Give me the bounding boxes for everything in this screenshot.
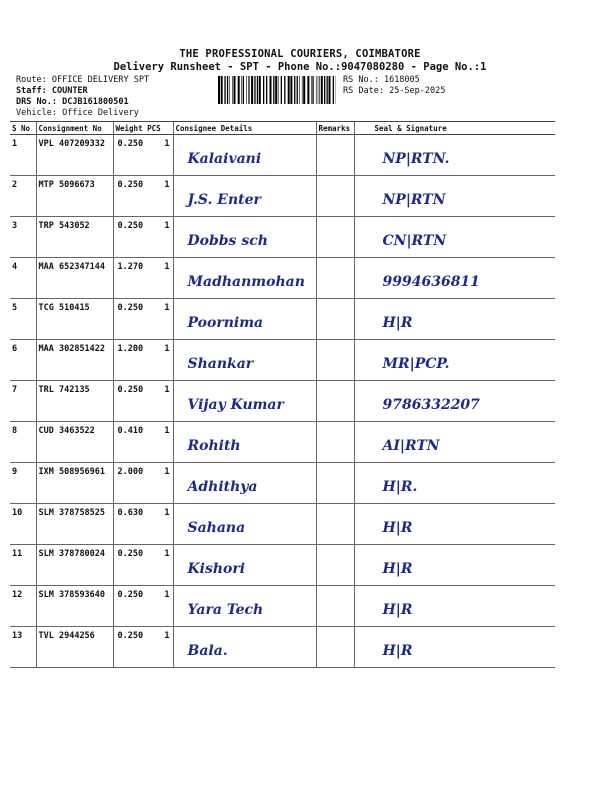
cell-sno: 10 [10,504,36,545]
rs-no-label: RS No.: [343,75,379,85]
cell-remarks [316,504,354,545]
cell-consignee [173,586,316,627]
consignee-handwriting: Shankar [187,356,254,372]
rs-no-line [343,75,420,86]
cell-sno: 1 [10,135,36,176]
consignee-handwriting: Kalaivani [187,151,262,167]
cell-consignee [173,258,316,299]
rs-date-value: 25-Sep-2025 [389,86,446,96]
cell-consignment: IXM 508956961 [36,463,113,504]
cell-consignment: CUD 3463522 [36,422,113,463]
runsheet-table [10,121,555,668]
cell-pcs: 1 [164,262,170,272]
cell-weight: 0.630 [117,508,144,518]
signature-handwriting: AI|RTN [382,438,440,454]
cell-pcs: 1 [164,385,170,395]
cell-consignee [173,504,316,545]
signature-handwriting: CN|RTN [382,233,447,249]
cell-pcs: 1 [164,549,170,559]
vehicle-label: Vehicle: [16,108,57,118]
cell-signature [354,217,555,258]
cell-weight: 0.250 [117,631,144,641]
table-row [10,627,555,668]
cell-consignee [173,545,316,586]
cell-remarks [316,135,354,176]
cell-weight-pcs [113,586,173,627]
cell-consignment: TVL 2944256 [36,627,113,668]
cell-signature [354,586,555,627]
cell-weight-pcs [113,627,173,668]
cell-signature [354,545,555,586]
table-row [10,299,555,340]
cell-sno: 3 [10,217,36,258]
cell-sno: 2 [10,176,36,217]
cell-pcs: 1 [164,303,170,313]
signature-handwriting: 9786332207 [382,397,480,413]
cell-consignment: TRL 742135 [36,381,113,422]
table-row [10,217,555,258]
cell-remarks [316,422,354,463]
cell-remarks [316,627,354,668]
header-remarks: Remarks [316,122,354,135]
consignee-handwriting: Sahana [187,520,246,536]
cell-weight-pcs [113,463,173,504]
header-sno: S No [10,122,36,135]
vehicle-value: Office Delivery [62,108,139,118]
signature-handwriting: H|R [382,602,413,618]
cell-weight-pcs [113,504,173,545]
cell-consignee [173,217,316,258]
cell-weight-pcs [113,340,173,381]
cell-remarks [316,299,354,340]
consignee-handwriting: J.S. Enter [187,192,261,208]
table-row [10,422,555,463]
runsheet-subtitle: Delivery Runsheet - SPT - Phone No.:9047080280 - Page No.:1 [113,61,487,73]
consignee-handwriting: Yara Tech [187,602,264,618]
cell-weight-pcs [113,176,173,217]
cell-signature [354,299,555,340]
cell-sno: 11 [10,545,36,586]
cell-sno: 6 [10,340,36,381]
cell-weight: 0.250 [117,590,144,600]
header-consignment: Consignment No [36,122,113,135]
cell-signature [354,135,555,176]
signature-handwriting: NP|RTN. [382,151,450,167]
consignee-handwriting: Adhithya [187,479,258,495]
drs-value: DCJB161800501 [62,97,129,107]
consignee-handwriting: Poornima [187,315,264,331]
cell-weight: 0.410 [117,426,144,436]
cell-signature [354,422,555,463]
signature-handwriting: 9994636811 [382,274,480,290]
cell-pcs: 1 [164,590,170,600]
cell-weight: 0.250 [117,180,144,190]
cell-consignment: MAA 302851422 [36,340,113,381]
cell-consignment: TRP 543052 [36,217,113,258]
cell-sno: 7 [10,381,36,422]
header-weight-pcs: Weight PCS [113,122,173,135]
vehicle-line [16,108,139,119]
cell-weight: 2.000 [117,467,144,477]
signature-handwriting: NP|RTN [382,192,446,208]
staff-value: COUNTER [51,86,88,96]
consignee-handwriting: Kishori [187,561,246,577]
cell-pcs: 1 [164,221,170,231]
signature-handwriting: H|R [382,520,413,536]
table-row [10,504,555,545]
header-consignee: Consignee Details [173,122,316,135]
cell-weight: 1.270 [117,262,144,272]
cell-consignment: SLM 378758525 [36,504,113,545]
signature-handwriting: H|R [382,315,413,331]
cell-consignment: MAA 652347144 [36,258,113,299]
header-seal-signature: Seal & Signature [354,122,555,135]
barcode-image [218,76,336,104]
cell-signature [354,463,555,504]
cell-consignment: MTP 5096673 [36,176,113,217]
cell-sno: 8 [10,422,36,463]
table-row [10,258,555,299]
consignee-handwriting: Bala. [187,643,228,659]
cell-remarks [316,586,354,627]
cell-remarks [316,381,354,422]
cell-signature [354,627,555,668]
cell-pcs: 1 [164,426,170,436]
cell-weight: 0.250 [117,549,144,559]
cell-remarks [316,258,354,299]
rs-date-line [343,86,445,97]
cell-weight-pcs [113,299,173,340]
cell-pcs: 1 [164,139,170,149]
cell-consignment: SLM 378780024 [36,545,113,586]
table-row [10,545,555,586]
staff-label: Staff: [16,86,47,96]
cell-remarks [316,545,354,586]
cell-weight-pcs [113,422,173,463]
cell-consignment: TCG 510415 [36,299,113,340]
cell-pcs: 1 [164,508,170,518]
cell-signature [354,176,555,217]
table-header-row [10,122,555,135]
consignee-handwriting: Madhanmohan [187,274,305,290]
cell-weight-pcs [113,135,173,176]
cell-weight-pcs [113,545,173,586]
rs-date-label: RS Date: [343,86,384,96]
table-row [10,586,555,627]
cell-weight-pcs [113,258,173,299]
cell-signature [354,258,555,299]
cell-consignee [173,176,316,217]
table-row [10,381,555,422]
cell-remarks [316,217,354,258]
cell-consignee [173,340,316,381]
cell-remarks [316,176,354,217]
cell-pcs: 1 [164,467,170,477]
cell-consignee [173,463,316,504]
signature-handwriting: H|R [382,561,413,577]
route-line [16,75,149,86]
cell-sno: 4 [10,258,36,299]
cell-pcs: 1 [164,344,170,354]
cell-remarks [316,340,354,381]
cell-signature [354,381,555,422]
cell-signature [354,340,555,381]
cell-consignment: SLM 378593640 [36,586,113,627]
consignee-handwriting: Rohith [187,438,241,454]
cell-sno: 9 [10,463,36,504]
cell-weight: 0.250 [117,221,144,231]
cell-sno: 13 [10,627,36,668]
cell-consignee [173,381,316,422]
cell-consignment: VPL 407209332 [36,135,113,176]
cell-consignee [173,422,316,463]
cell-weight: 0.250 [117,385,144,395]
cell-sno: 5 [10,299,36,340]
company-title: THE PROFESSIONAL COURIERS, COIMBATORE [179,48,421,60]
cell-weight: 0.250 [117,303,144,313]
route-label: Route: [16,75,47,85]
cell-weight: 1.200 [117,344,144,354]
drs-line [16,97,129,108]
staff-line [16,86,88,97]
cell-sno: 12 [10,586,36,627]
consignee-handwriting: Dobbs sch [187,233,268,249]
consignee-handwriting: Vijay Kumar [187,397,284,413]
signature-handwriting: H|R [382,643,413,659]
cell-remarks [316,463,354,504]
cell-consignee [173,135,316,176]
table-row [10,135,555,176]
cell-consignee [173,627,316,668]
cell-signature [354,504,555,545]
route-value: OFFICE DELIVERY SPT [51,75,150,85]
cell-weight: 0.250 [117,139,144,149]
signature-handwriting: MR|PCP. [382,356,450,372]
cell-weight-pcs [113,217,173,258]
table-row [10,463,555,504]
cell-consignee [173,299,316,340]
drs-label: DRS No.: [16,97,57,107]
rs-no-value: 1618005 [383,75,420,85]
table-row [10,176,555,217]
cell-pcs: 1 [164,631,170,641]
cell-weight-pcs [113,381,173,422]
signature-handwriting: H|R. [382,479,418,495]
table-row [10,340,555,381]
cell-pcs: 1 [164,180,170,190]
